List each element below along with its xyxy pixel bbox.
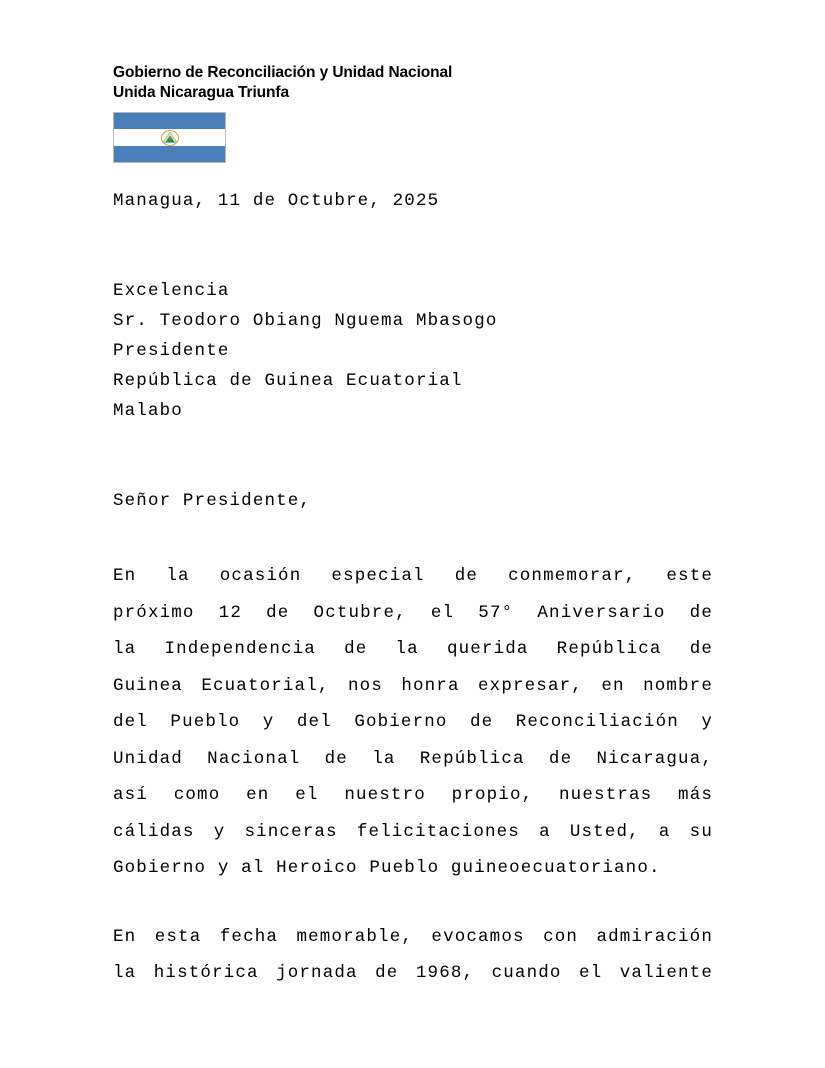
date-block: [113, 186, 713, 216]
spacer-after-date: [113, 216, 713, 276]
paragraph-line: así como en el nuestro propio, nuestras más: [113, 785, 713, 805]
nicaragua-flag-icon: [113, 112, 226, 163]
addressee-block: [113, 276, 713, 426]
addressee-line: República de Guinea Ecuatorial: [113, 371, 463, 391]
paragraph-line: próximo 12 de Octubre, el 57° Aniversario de: [113, 602, 713, 623]
flag-band-bottom: [114, 146, 225, 162]
paragraph-line: del Pueblo y del Gobierno de Reconciliación y: [113, 712, 713, 732]
spacer-between-paragraphs: [113, 887, 713, 919]
paragraph-1: [113, 558, 713, 887]
letterhead: [113, 63, 713, 103]
nicaragua-coat-of-arms-icon: [160, 129, 180, 147]
spacer-after-salutation: [113, 516, 713, 558]
paragraph-line: En esta fecha memorable, evocamos con admiración: [113, 926, 713, 947]
paragraph-line: la Independencia de la querida República de: [113, 639, 713, 659]
paragraph-2: [113, 919, 713, 992]
letterhead-line-1: Gobierno de Reconciliación y Unidad Nacional: [113, 64, 453, 81]
addressee-line: Sr. Teodoro Obiang Nguema Mbasogo: [113, 311, 498, 331]
letterhead-line-2: Unida Nicaragua Triunfa: [113, 84, 289, 101]
flag-band-top: [114, 113, 225, 129]
addressee-line: Presidente: [113, 341, 230, 361]
addressee-line: Malabo: [113, 401, 183, 421]
paragraph-line: la histórica jornada de 1968, cuando el valiente: [113, 963, 713, 983]
salutation-block: [113, 486, 713, 516]
addressee-line: Excelencia: [113, 281, 230, 301]
spacer-after-addressee: [113, 426, 713, 486]
paragraph-line: Unidad Nacional de la República de Nicaragua,: [113, 748, 713, 769]
paragraph-line: cálidas y sinceras felicitaciones a Usted, a su: [113, 821, 713, 842]
paragraph-line: En la ocasión especial de conmemorar, este: [113, 566, 713, 586]
letter-body: [113, 186, 713, 992]
paragraph-line: Guinea Ecuatorial, nos honra expresar, en nombre: [113, 675, 713, 696]
paragraph-line: Gobierno y al Heroico Pueblo guineoecuatoriano.: [113, 858, 661, 878]
date-line: Managua, 11 de Octubre, 2025: [113, 191, 440, 211]
salutation-line: Señor Presidente,: [113, 491, 312, 511]
